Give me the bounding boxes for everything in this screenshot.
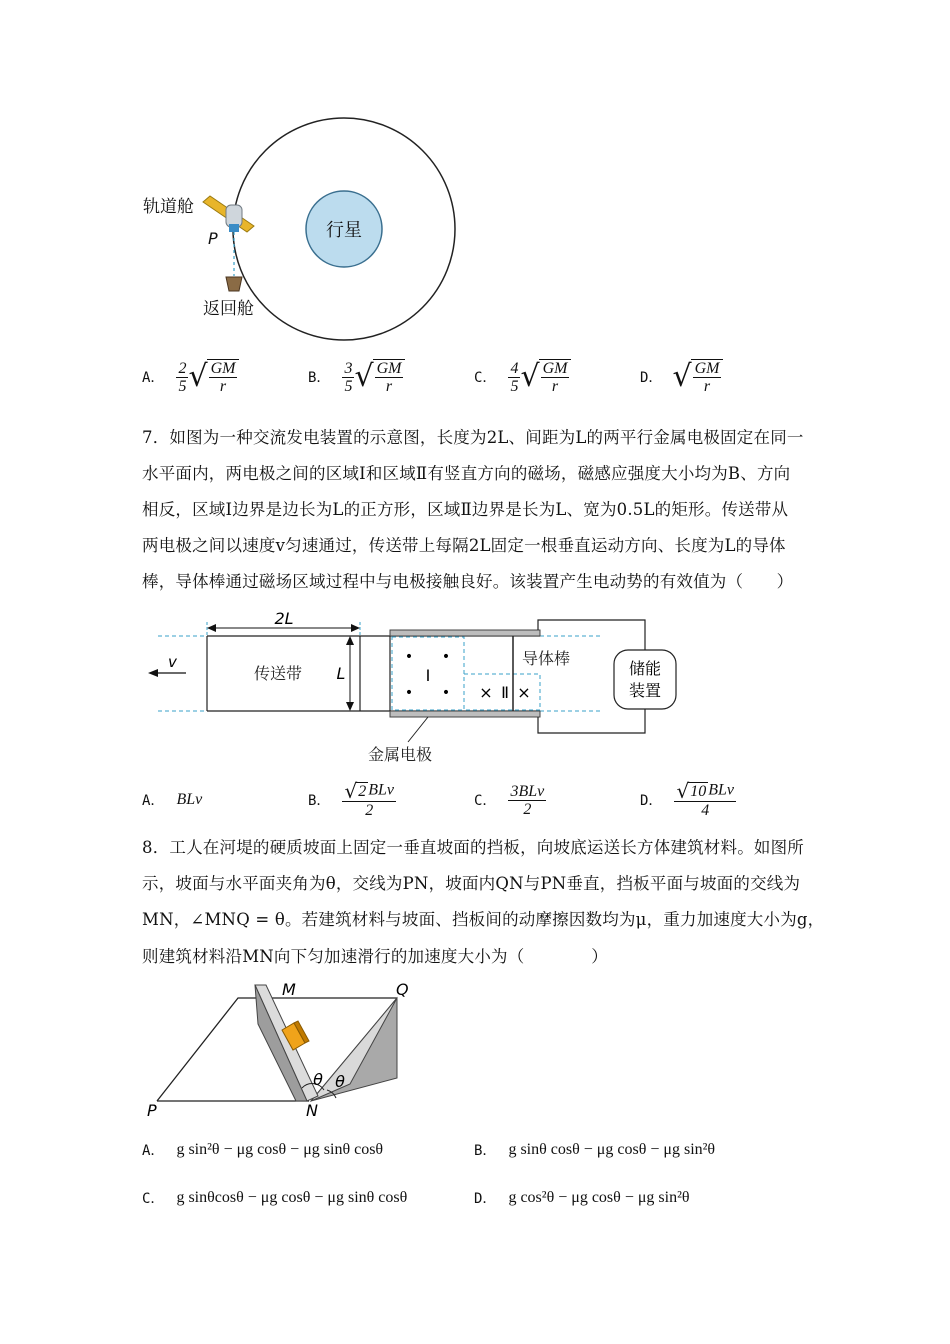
region1-label: Ⅰ: [425, 666, 431, 685]
bottom-electrode: [390, 711, 540, 717]
rod-label: 导体棒: [522, 649, 571, 668]
fraction: √ 2 BLv 2: [344, 779, 394, 819]
option-letter: B．: [308, 793, 331, 809]
conveyor-figure: [140, 605, 680, 770]
option-letter: A．: [142, 793, 165, 809]
fraction: √ 10 BLv 4: [676, 779, 734, 819]
theta-1: θ: [313, 1070, 323, 1089]
len-label: 2L: [274, 609, 294, 628]
N-label: N: [306, 1101, 318, 1120]
option-letter: B．: [308, 370, 331, 386]
option-letter: C．: [474, 793, 497, 809]
option-expr: BLv: [176, 791, 203, 808]
option-letter: D．: [640, 793, 663, 809]
option-letter: A．: [142, 1143, 165, 1159]
storage-label-2: 装置: [628, 681, 662, 700]
option-letter: D．: [474, 1191, 497, 1207]
q8-line-1: 8．工人在河堤的硬质坡面上固定一垂直坡面的挡板，向坡底运送长方体建筑材料。如图所: [142, 838, 804, 857]
q6-option-d[interactable]: [640, 355, 723, 399]
cross-mark: ×: [479, 683, 493, 702]
q7-option-a[interactable]: [142, 785, 202, 815]
q6-option-b[interactable]: [308, 355, 405, 399]
sqrt: √ $\frac{GM}{r}$: [354, 359, 405, 395]
fraction: $\frac{2}{5}$: [178, 359, 187, 395]
option-letter: C．: [474, 370, 497, 386]
v-label: v: [168, 653, 177, 671]
return-capsule-label: 返回舱: [203, 299, 254, 319]
top-electrode: [390, 630, 540, 636]
fraction: $\frac{3}{5}$: [344, 359, 353, 395]
q8-option-a[interactable]: [142, 1138, 383, 1162]
sqrt: √ $\frac{GM}{r}$: [520, 359, 571, 395]
option-letter: D．: [640, 370, 663, 386]
fraction: $\frac{4}{5}$: [510, 359, 519, 395]
option-letter: C．: [142, 1191, 165, 1207]
dot-mark: •: [404, 685, 414, 701]
region2-label: Ⅱ: [501, 683, 509, 702]
q8-option-c[interactable]: [142, 1186, 407, 1210]
q7-line-4: 两电极之间以速度v匀速通过，传送带上每隔2L固定一根垂直运动方向、长度为L的导体: [142, 536, 786, 555]
q8-line-3: MN，∠MNQ = θ。若建筑材料与坡面、挡板间的动摩擦因数均为μ，重力加速度大小为g，: [142, 910, 825, 929]
q7-line-5: 棒，导体棒通过磁场区域过程中与电极接触良好。该装置产生电动势的有效值为（ ）: [142, 572, 794, 591]
Q-label: Q: [396, 980, 409, 999]
theta-2: θ: [335, 1072, 345, 1091]
storage-label-1: 储能: [628, 659, 662, 678]
q7-option-b[interactable]: [308, 776, 396, 824]
orbiter-icon: [203, 196, 254, 232]
M-label: M: [282, 980, 296, 999]
P-label: P: [147, 1101, 157, 1120]
q7-line-1: 7．如图为一种交流发电装置的示意图，长度为2L、间距为L的两平行金属电极固定在同一: [142, 428, 804, 447]
q6-option-a[interactable]: [142, 355, 239, 399]
option-expr: g sinθ cosθ − μg cosθ − μg sin²θ: [508, 1141, 716, 1158]
q8-line-2: 示，坡面与水平面夹角为θ，交线为PN，坡面内QN与PN垂直，挡板平面与坡面的交线为: [142, 874, 801, 893]
q7-option-c[interactable]: [474, 776, 546, 824]
q7-line-3: 相反，区域Ⅰ边界是边长为L的正方形，区域Ⅱ边界是长为L、宽为0.5L的矩形。传送带从: [142, 500, 789, 519]
q6-option-c[interactable]: [474, 355, 571, 399]
electrode-label: 金属电极: [367, 745, 433, 764]
sqrt: √ $\frac{GM}{r}$: [672, 359, 723, 395]
option-expr: g sin²θ − μg cosθ − μg sinθ cosθ: [176, 1141, 384, 1158]
cross-mark: ×: [517, 683, 531, 702]
q8-option-b[interactable]: [474, 1138, 715, 1162]
q8-line-4: 则建筑材料沿MN向下匀加速滑行的加速度大小为（ ）: [142, 947, 608, 966]
fraction: $\frac{\text{3BLv}}{2}$: [510, 782, 545, 818]
dot-mark: •: [441, 685, 451, 701]
sqrt: √ $\frac{GM}{r}$: [188, 359, 239, 395]
q7-option-d[interactable]: [640, 776, 736, 824]
belt-label: 传送带: [253, 664, 303, 683]
slope-figure: [140, 975, 430, 1120]
capsule-icon: [226, 277, 242, 291]
dot-mark: •: [404, 649, 414, 665]
option-letter: B．: [474, 1143, 497, 1159]
dot-mark: •: [441, 649, 451, 665]
orbit-figure: [130, 110, 460, 350]
option-expr: g cos²θ − μg cosθ − μg sin²θ: [508, 1189, 690, 1206]
option-expr: g sinθcosθ − μg cosθ − μg sinθ cosθ: [176, 1189, 408, 1206]
point-p-label: P: [208, 229, 218, 248]
orbiter-label: 轨道舱: [143, 197, 194, 217]
L-label: L: [336, 664, 346, 683]
q8-option-d[interactable]: [474, 1186, 690, 1210]
planet-label: 行星: [326, 220, 362, 241]
option-letter: A．: [142, 370, 165, 386]
q7-line-2: 水平面内，两电极之间的区域Ⅰ和区域Ⅱ有竖直方向的磁场，磁感应强度大小均为B、方向: [142, 464, 791, 483]
